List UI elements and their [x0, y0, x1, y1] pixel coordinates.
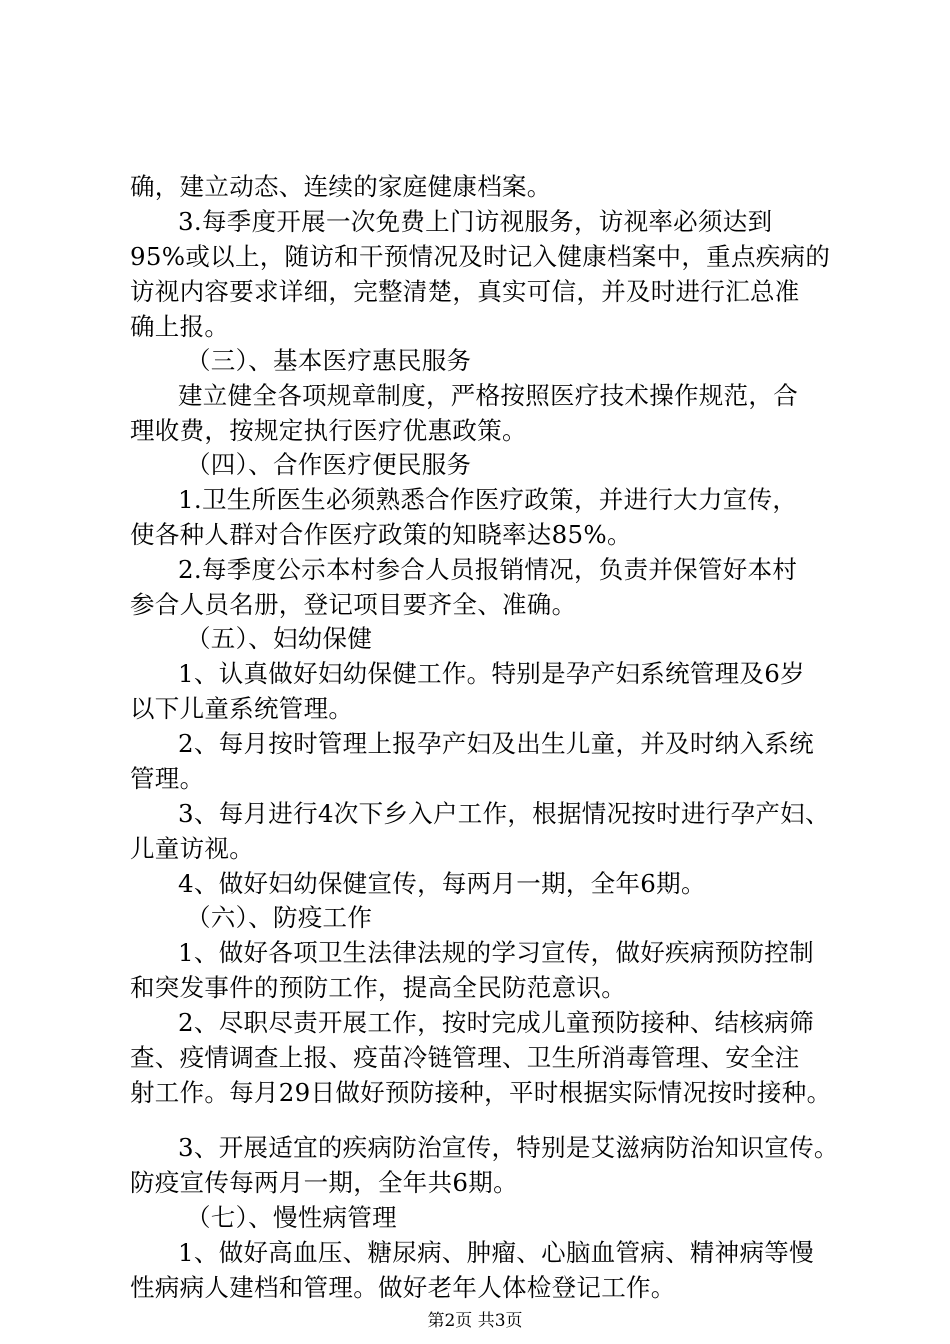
- body-line: 1、做好高血压、糖尿病、肿瘤、心脑血管病、精神病等慢: [178, 1238, 814, 1267]
- body-line: 3.每季度开展一次免费上门访视服务，访视率必须达到: [178, 207, 773, 236]
- body-line: 防疫宣传每两月一期，全年共6期。: [130, 1168, 518, 1197]
- body-line: 参合人员名册，登记项目要齐全、准确。: [130, 590, 577, 619]
- section-heading: （三）、基本医疗惠民服务: [186, 346, 472, 375]
- body-line: 1、做好各项卫生法律法规的学习宣传，做好疾病预防控制: [178, 938, 814, 967]
- body-line: 建立健全各项规章制度，严格按照医疗技术操作规范，合: [178, 381, 798, 410]
- body-line: 确上报。: [130, 312, 230, 341]
- body-line: 2.每季度公示本村参合人员报销情况，负责并保管好本村: [178, 555, 798, 584]
- body-line: 3、开展适宜的疾病防治宣传，特别是艾滋病防治知识宣传。: [178, 1133, 839, 1162]
- page-footer: 第2页 共3页: [427, 1311, 523, 1331]
- body-line: 2、每月按时管理上报孕产妇及出生儿童，并及时纳入系统: [178, 729, 814, 758]
- body-line: 1.卫生所医生必须熟悉合作医疗政策，并进行大力宣传，: [178, 485, 798, 514]
- body-line: 射工作。每月29日做好预防接种，平时根据实际情况按时接种。: [130, 1078, 832, 1107]
- section-heading: （五）、妇幼保健: [186, 624, 373, 653]
- body-line: 性病病人建档和管理。做好老年人体检登记工作。: [130, 1273, 676, 1302]
- body-line: 以下儿童系统管理。: [130, 694, 354, 723]
- body-line: 4、做好妇幼保健宣传，每两月一期，全年6期。: [178, 869, 706, 898]
- section-heading: （六）、防疫工作: [186, 903, 373, 932]
- body-line: 儿童访视。: [130, 834, 254, 863]
- body-line: 2、尽职尽责开展工作，按时完成儿童预防接种、结核病筛: [178, 1008, 814, 1037]
- body-line: 访视内容要求详细，完整清楚，真实可信，并及时进行汇总准: [130, 277, 800, 306]
- body-line: 管理。: [130, 764, 205, 793]
- body-line: 95%或以上，随访和干预情况及时记入健康档案中，重点疾病的: [130, 242, 831, 271]
- body-line: 查、疫情调查上报、疫苗冷链管理、卫生所消毒管理、安全注: [130, 1043, 800, 1072]
- section-heading: （四）、合作医疗便民服务: [186, 450, 472, 479]
- body-line: 理收费，按规定执行医疗优惠政策。: [130, 416, 527, 445]
- body-line: 3、每月进行4次下乡入户工作，根据情况按时进行孕产妇、: [178, 799, 830, 828]
- section-heading: （七）、慢性病管理: [186, 1203, 397, 1232]
- body-line: 1、认真做好妇幼保健工作。特别是孕产妇系统管理及6岁: [178, 659, 805, 688]
- body-line: 使各种人群对合作医疗政策的知晓率达85%。: [130, 520, 632, 549]
- body-line: 和突发事件的预防工作，提高全民防范意识。: [130, 973, 626, 1002]
- body-line: 确，建立动态、连续的家庭健康档案。: [130, 172, 552, 201]
